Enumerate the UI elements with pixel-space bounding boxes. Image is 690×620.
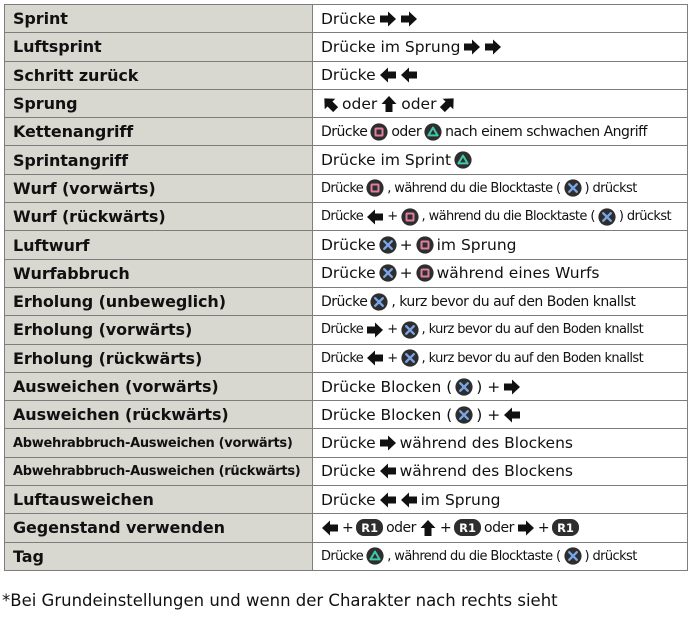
arrow-left-icon <box>400 66 418 84</box>
action-input <box>313 146 688 174</box>
action-name: Wurfabbruch <box>5 259 313 287</box>
input-text: + <box>387 209 398 225</box>
arrow-up-left-icon <box>321 95 339 113</box>
cross-button-icon <box>370 293 388 311</box>
cross-button-icon <box>379 236 397 254</box>
arrow-left-icon <box>503 406 521 424</box>
action-input <box>313 429 688 457</box>
input-text: + <box>342 519 354 536</box>
action-input <box>313 89 688 117</box>
input-sequence <box>321 90 687 117</box>
input-sequence <box>321 345 687 372</box>
table-row <box>5 514 688 542</box>
input-text: , kurz bevor du auf den Boden knallst <box>421 350 644 366</box>
input-sequence <box>321 203 687 230</box>
input-text: Drücke <box>321 66 376 85</box>
square-button-icon <box>366 179 384 197</box>
input-sequence <box>321 429 687 456</box>
action-name: Ausweichen (vorwärts) <box>5 372 313 400</box>
action-input <box>313 174 688 202</box>
input-text: im Sprung <box>420 490 501 509</box>
input-text: , während du die Blocktaste ( <box>387 548 561 564</box>
input-sequence <box>321 118 687 145</box>
r1-button-icon <box>356 519 383 536</box>
input-text: ) drückst <box>584 180 637 196</box>
input-text: Drücke <box>321 180 364 196</box>
action-input <box>313 372 688 400</box>
table-row <box>5 372 688 400</box>
input-text: Drücke <box>321 490 376 509</box>
square-button-icon <box>416 236 434 254</box>
input-text: Drücke <box>321 548 364 564</box>
action-name: Erholung (unbeweglich) <box>5 287 313 315</box>
input-text: , kurz bevor du auf den Boden knallst <box>391 293 636 310</box>
arrow-right-icon <box>484 38 502 56</box>
action-name: Luftsprint <box>5 33 313 61</box>
action-input <box>313 542 688 570</box>
table-row <box>5 146 688 174</box>
input-sequence <box>321 146 687 173</box>
arrow-left-icon <box>400 491 418 509</box>
input-sequence <box>321 458 687 485</box>
r1-label: R1 <box>459 520 477 535</box>
action-name: Erholung (rückwärts) <box>5 344 313 372</box>
footnote: *Bei Grundeinstellungen und wenn der Charakter nach rechts sieht <box>2 591 558 610</box>
action-name: Abwehrabbruch-Ausweichen (rückwärts) <box>5 457 313 485</box>
input-text: Drücke Blocken ( <box>321 405 453 424</box>
input-text: während eines Wurfs <box>436 264 600 283</box>
action-name: Wurf (vorwärts) <box>5 174 313 202</box>
input-text: Drücke Blocken ( <box>321 377 453 396</box>
cross-button-icon <box>598 208 616 226</box>
action-name: Schritt zurück <box>5 61 313 89</box>
action-name: Wurf (rückwärts) <box>5 203 313 231</box>
r1-button-icon <box>552 519 579 536</box>
action-name: Ausweichen (rückwärts) <box>5 401 313 429</box>
input-text: , während du die Blocktaste ( <box>387 180 561 196</box>
cross-button-icon <box>401 349 419 367</box>
action-name: Abwehrabbruch-Ausweichen (vorwärts) <box>5 429 313 457</box>
input-sequence <box>321 543 687 570</box>
table-row <box>5 401 688 429</box>
action-input <box>313 33 688 61</box>
input-sequence <box>321 33 687 60</box>
action-input <box>313 259 688 287</box>
input-text: + <box>387 322 398 338</box>
input-text: ) + <box>476 405 501 424</box>
input-sequence <box>321 373 687 400</box>
input-text: Drücke <box>321 209 364 225</box>
table-row <box>5 118 688 146</box>
input-text: Drücke im Sprint <box>321 151 452 170</box>
input-text: Drücke <box>321 293 368 310</box>
action-input <box>313 514 688 542</box>
table-row <box>5 231 688 259</box>
input-text: Drücke <box>321 322 364 338</box>
table-row <box>5 61 688 89</box>
triangle-button-icon <box>366 547 384 565</box>
r1-button-icon <box>454 519 481 536</box>
action-input <box>313 457 688 485</box>
action-input <box>313 287 688 315</box>
input-sequence <box>321 401 687 428</box>
square-button-icon <box>416 264 434 282</box>
action-input <box>313 486 688 514</box>
input-sequence <box>321 175 687 202</box>
cross-button-icon <box>379 264 397 282</box>
input-text: ) drückst <box>618 209 671 225</box>
cross-button-icon <box>455 406 473 424</box>
square-button-icon <box>401 208 419 226</box>
action-input <box>313 344 688 372</box>
input-text: + <box>387 350 398 366</box>
table-row <box>5 89 688 117</box>
input-text: oder <box>342 94 378 113</box>
triangle-button-icon <box>454 151 472 169</box>
cross-button-icon <box>455 378 473 396</box>
input-text: Drücke <box>321 236 376 255</box>
input-text: oder <box>386 519 416 536</box>
controls-table-body <box>5 5 688 571</box>
table-row <box>5 316 688 344</box>
action-name: Sprintangriff <box>5 146 313 174</box>
table-row <box>5 486 688 514</box>
action-input <box>313 5 688 33</box>
input-text: ) + <box>476 377 501 396</box>
action-name: Sprung <box>5 89 313 117</box>
input-sequence <box>321 316 687 343</box>
input-text: während des Blockens <box>399 434 573 453</box>
arrow-up-icon <box>419 519 437 537</box>
arrow-right-icon <box>400 10 418 28</box>
action-input <box>313 316 688 344</box>
input-sequence <box>321 486 687 513</box>
input-text: ) drückst <box>584 548 637 564</box>
input-text: während des Blockens <box>399 462 573 481</box>
cross-button-icon <box>401 321 419 339</box>
r1-label: R1 <box>557 520 574 535</box>
input-text: Drücke <box>321 9 376 28</box>
input-text: + <box>399 236 413 255</box>
input-text: + <box>537 519 550 536</box>
input-sequence <box>321 62 687 89</box>
table-row <box>5 344 688 372</box>
input-text: , während du die Blocktaste ( <box>421 209 595 225</box>
action-input <box>313 61 688 89</box>
action-input <box>313 231 688 259</box>
action-name: Gegenstand verwenden <box>5 514 313 542</box>
input-text: nach einem schwachen Angriff <box>445 123 647 140</box>
cross-button-icon <box>564 179 582 197</box>
table-row <box>5 287 688 315</box>
cross-button-icon <box>564 547 582 565</box>
input-text: Drücke <box>321 350 364 366</box>
input-text: Drücke im Sprung <box>321 37 461 56</box>
input-text: im Sprung <box>436 236 517 255</box>
input-text: oder <box>484 519 514 536</box>
controls-table <box>4 4 688 571</box>
action-name: Sprint <box>5 5 313 33</box>
input-sequence <box>321 514 687 541</box>
input-text: oder <box>401 94 437 113</box>
arrow-left-icon <box>379 66 397 84</box>
table-row <box>5 5 688 33</box>
arrow-left-icon <box>379 491 397 509</box>
arrow-right-icon <box>366 321 384 339</box>
action-name: Luftausweichen <box>5 486 313 514</box>
input-text: Drücke <box>321 462 376 481</box>
input-text: Drücke <box>321 123 368 140</box>
input-sequence <box>321 260 687 287</box>
square-button-icon <box>370 123 388 141</box>
input-text: Drücke <box>321 434 376 453</box>
triangle-button-icon <box>424 123 442 141</box>
arrow-left-icon <box>366 208 384 226</box>
controls-table-wrap <box>4 4 688 571</box>
arrow-right-icon <box>463 38 481 56</box>
input-text: , kurz bevor du auf den Boden knallst <box>421 322 644 338</box>
input-text: + <box>439 519 452 536</box>
action-name: Erholung (vorwärts) <box>5 316 313 344</box>
table-row <box>5 457 688 485</box>
action-name: Luftwurf <box>5 231 313 259</box>
table-row <box>5 33 688 61</box>
action-input <box>313 118 688 146</box>
action-input <box>313 203 688 231</box>
action-input <box>313 401 688 429</box>
action-name: Tag <box>5 542 313 570</box>
arrow-left-icon <box>366 349 384 367</box>
arrow-right-icon <box>379 10 397 28</box>
table-row <box>5 542 688 570</box>
input-sequence <box>321 288 687 315</box>
arrow-right-icon <box>517 519 535 537</box>
table-row <box>5 174 688 202</box>
arrow-left-icon <box>379 462 397 480</box>
table-row <box>5 429 688 457</box>
arrow-up-icon <box>380 95 398 113</box>
input-text: Drücke <box>321 264 376 283</box>
arrow-right-icon <box>379 434 397 452</box>
arrow-up-right-icon <box>439 95 457 113</box>
input-sequence <box>321 231 687 258</box>
input-sequence <box>321 5 687 32</box>
arrow-left-icon <box>321 519 339 537</box>
r1-label: R1 <box>361 520 379 535</box>
table-row <box>5 203 688 231</box>
action-name: Kettenangriff <box>5 118 313 146</box>
input-text: + <box>399 264 413 283</box>
arrow-right-icon <box>503 378 521 396</box>
input-text: oder <box>391 123 422 140</box>
table-row <box>5 259 688 287</box>
